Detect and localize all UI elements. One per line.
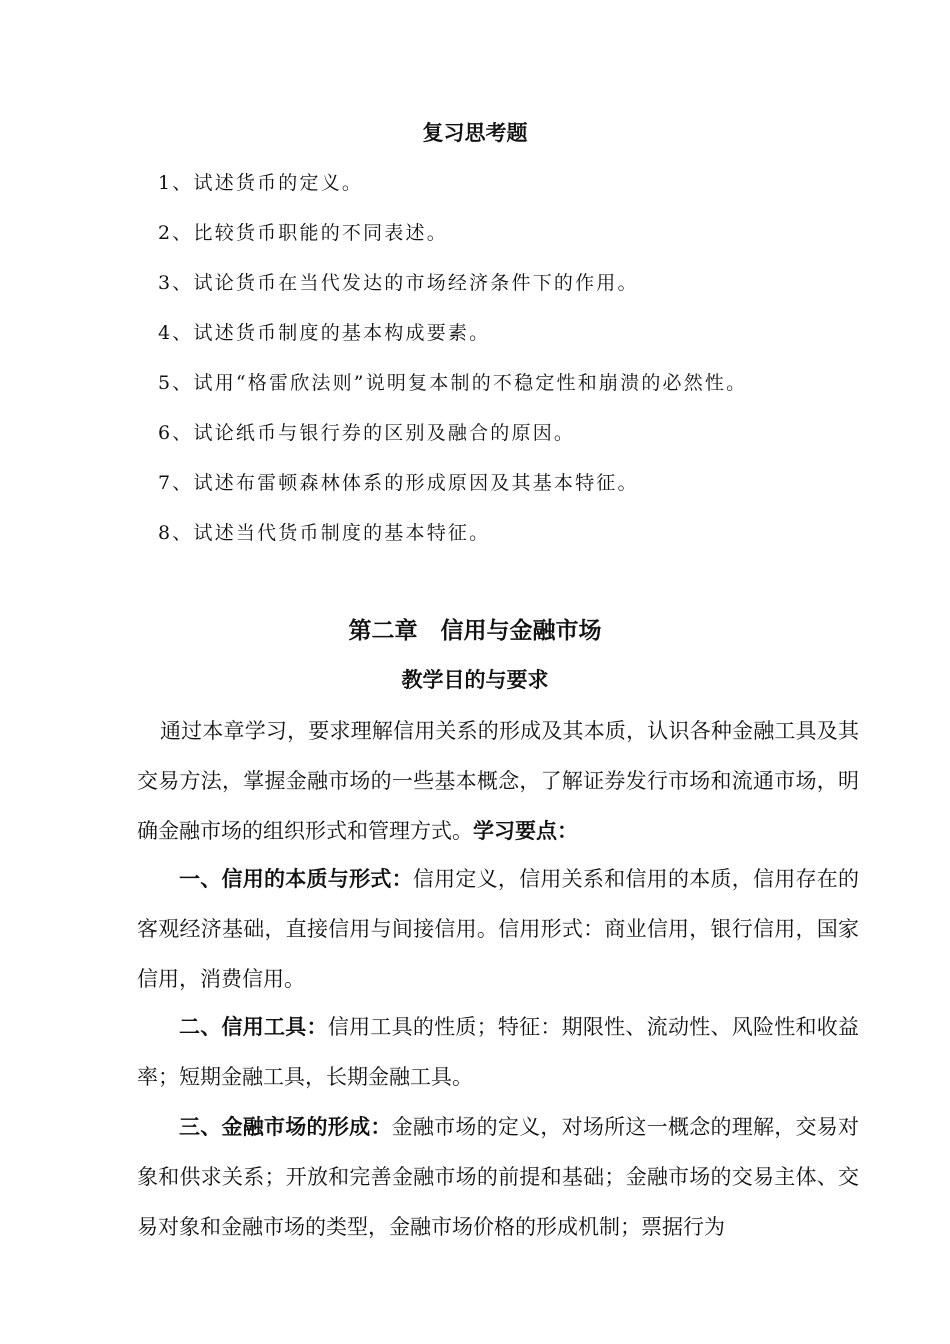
point-label-2: 二、信用工具： <box>179 1015 328 1039</box>
review-question-8: 8、试述当代货币制度的基本特征。 <box>158 522 491 544</box>
point-text-2: 信用工具的性质；特征：期限性、流动性、风险性和收益率；短期金融工具，长期金融工具。 <box>137 1015 860 1089</box>
intro-text: 通过本章学习，要求理解信用关系的形成及其本质，认识各种金融工具及其交易方法，掌握金融市场的一些基本概念，了解证券发行市场和流通市场，明确金融市场的组织形式和管理方式。 <box>137 719 859 843</box>
point-paragraph-2 <box>137 1002 859 1102</box>
point-text-1: 信用定义，信用关系和信用的本质，信用存在的客观经济基础，直接信用与间接信用。信用形式：商业信用，银行信用，国家信用，消费信用。 <box>137 867 860 991</box>
review-questions-title: 复习思考题 <box>422 121 528 145</box>
point-paragraph-3 <box>137 1102 859 1252</box>
review-question-3: 3、试论货币在当代发达的市场经济条件下的作用。 <box>158 272 639 294</box>
review-question-6: 6、试论纸币与银行券的区别及融合的原因。 <box>158 422 576 444</box>
point-text-3: 金融市场的定义，对场所这一概念的理解，交易对象和供求关系；开放和完善金融市场的前提和基础；金融市场的交易主体、交易对象和金融市场的类型，金融市场价格的形成机制；票据行为 <box>137 1115 860 1239</box>
chapter-title: 第二章 信用与金融市场 <box>348 618 602 644</box>
review-question-list <box>158 166 747 566</box>
key-points-label: 学习要点： <box>473 819 578 843</box>
review-question-2: 2、比较货币职能的不同表述。 <box>158 222 448 244</box>
review-question-1: 1、试述货币的定义。 <box>158 172 364 194</box>
review-question-7: 7、试述布雷顿森林体系的形成原因及其基本特征。 <box>158 472 639 494</box>
review-question-4: 4、试述货币制度的基本构成要素。 <box>158 322 491 344</box>
point-paragraph-1 <box>137 854 859 1004</box>
review-question-5: 5、试用“格雷欣法则”说明复本制的不稳定性和崩溃的必然性。 <box>158 372 748 394</box>
point-label-1: 一、信用的本质与形式： <box>179 867 413 891</box>
teaching-goal-title: 教学目的与要求 <box>401 668 549 692</box>
point-label-3: 三、金融市场的形成： <box>179 1115 392 1139</box>
intro-paragraph <box>137 706 859 856</box>
